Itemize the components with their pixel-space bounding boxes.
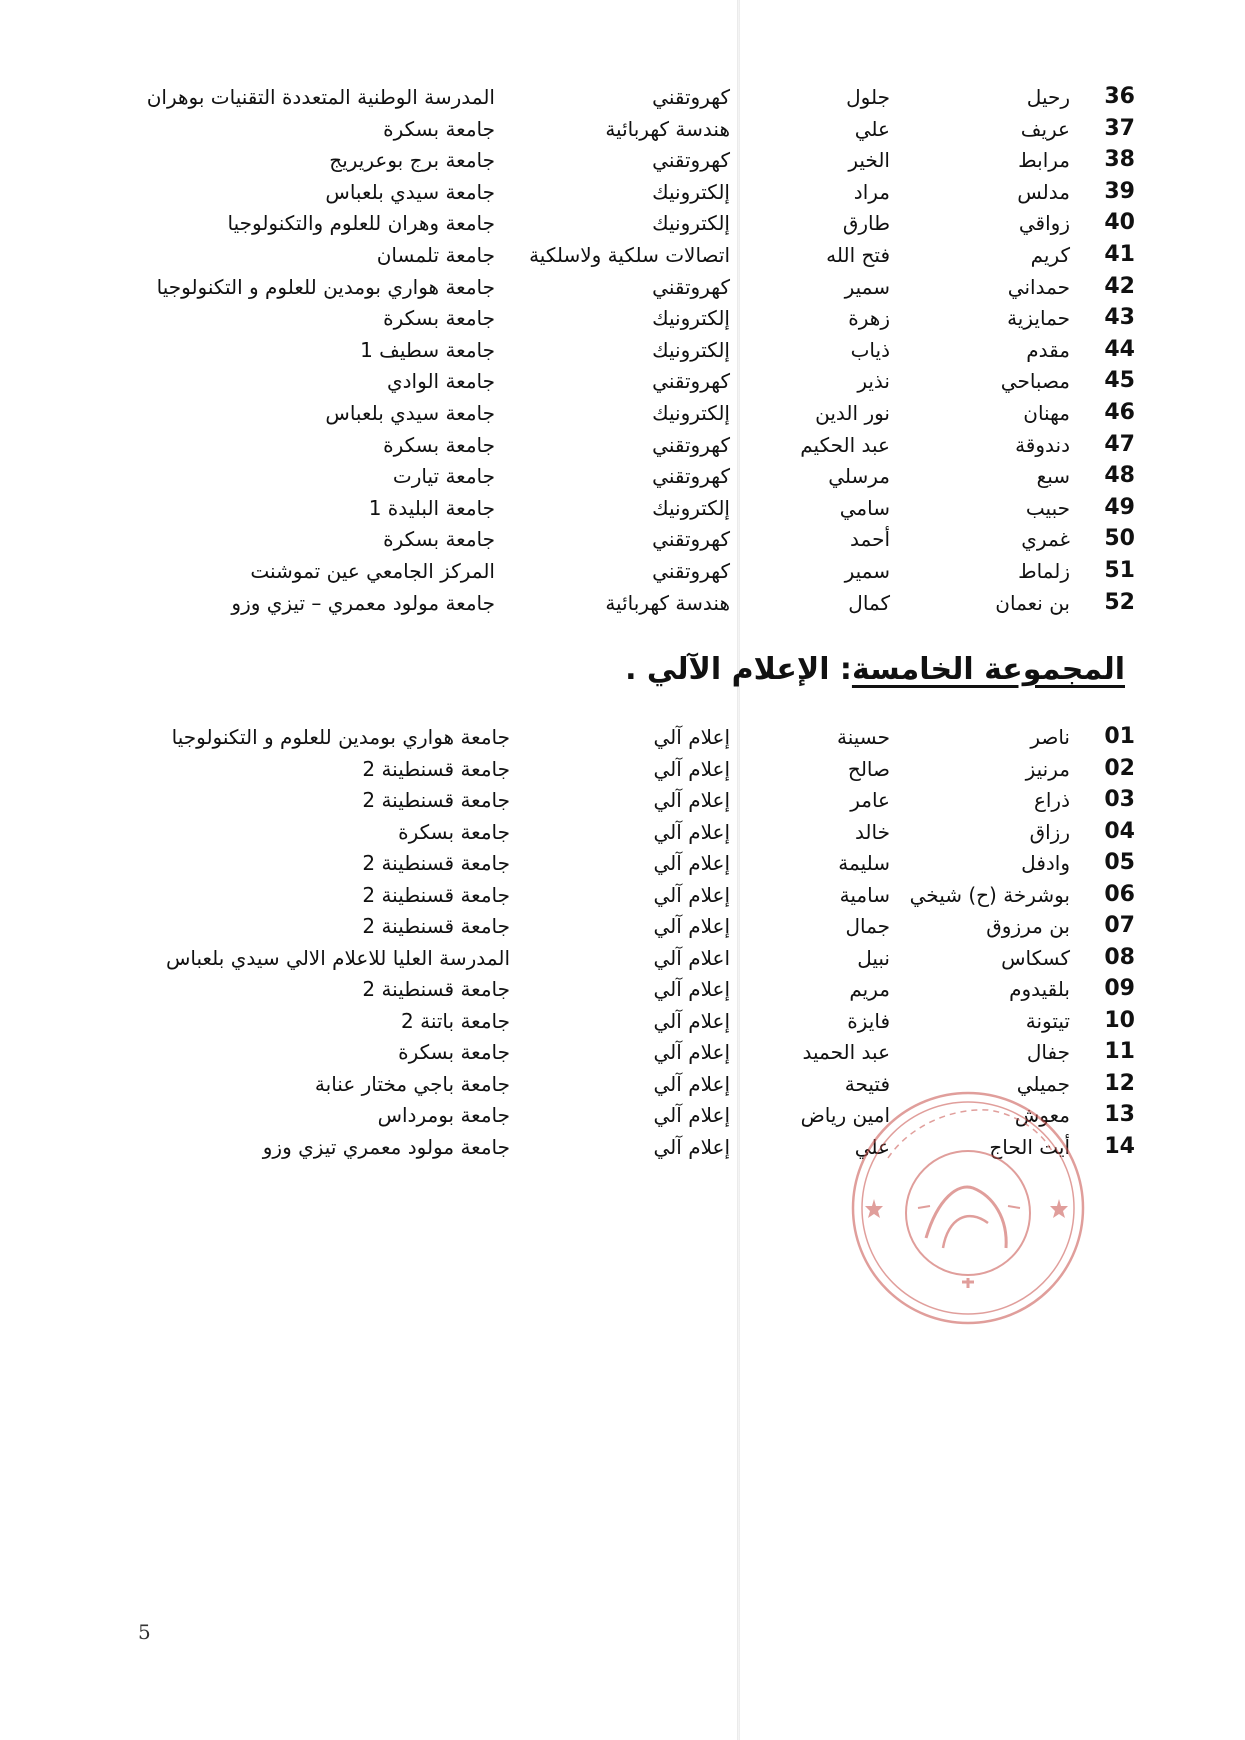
table-row: [0, 366, 1245, 397]
first-name: جلول: [846, 85, 890, 109]
last-name: كريم: [1030, 243, 1070, 267]
last-name: مرنيز: [1025, 756, 1070, 781]
specialty: هندسة كهربائية: [605, 116, 730, 141]
row-number: 01: [1104, 724, 1135, 749]
row-number: 42: [1104, 273, 1135, 299]
first-name: سمير: [844, 274, 890, 299]
first-name: سامي: [839, 495, 890, 520]
last-name: معوش: [1014, 1103, 1070, 1127]
first-name: فتيحة: [844, 1071, 890, 1096]
row-number: 12: [1104, 1070, 1135, 1096]
last-name: بن نعمان: [995, 590, 1070, 615]
specialty: كهروتقني: [652, 432, 730, 457]
first-name: امين رياض: [800, 1103, 890, 1127]
official-stamp-icon: [848, 1088, 1088, 1328]
first-name: مراد: [853, 179, 890, 204]
last-name: بن مرزوق: [986, 914, 1070, 938]
table-row: [0, 880, 1245, 911]
table-row: [0, 722, 1245, 753]
specialty: إعلام آلي: [653, 819, 730, 844]
row-number: 06: [1104, 881, 1135, 907]
specialty: إعلام آلي: [653, 756, 730, 781]
last-name: زلماط: [1018, 559, 1070, 583]
institution: جامعة باتنة 2: [401, 1008, 510, 1033]
row-number: 47: [1104, 431, 1135, 457]
last-name: غمري: [1021, 527, 1070, 552]
institution: جامعة قسنطينة 2: [362, 914, 510, 938]
specialty: إعلام آلي: [653, 851, 730, 875]
specialty: إعلام آلي: [653, 1103, 730, 1127]
specialty: إلكترونيك: [652, 179, 730, 204]
specialty: إعلام آلي: [653, 1071, 730, 1096]
row-number: 41: [1104, 242, 1135, 267]
row-number: 11: [1104, 1039, 1135, 1064]
first-name: أحمد: [850, 527, 890, 552]
institution: جامعة قسنطينة 2: [362, 851, 510, 875]
last-name: حمايزية: [1007, 306, 1070, 331]
page-number: 5: [138, 1620, 151, 1644]
table-row: [0, 974, 1245, 1005]
last-name: حبيب: [1025, 495, 1070, 520]
group2-heading-rest: : الإعلام الآلي .: [625, 652, 852, 687]
table-row: [0, 272, 1245, 303]
specialty: هندسة كهربائية: [605, 590, 730, 615]
first-name: كمال: [848, 590, 890, 615]
table-row: [0, 556, 1245, 587]
row-number: 36: [1104, 84, 1135, 109]
first-name: سمير: [844, 559, 890, 583]
table-row: [0, 461, 1245, 492]
institution: جامعة الوادي: [387, 369, 495, 394]
table-row: [0, 398, 1245, 429]
institution: جامعة مولود معمري تيزي وزو: [262, 1134, 510, 1159]
row-number: 49: [1104, 494, 1135, 520]
table-row: [0, 943, 1245, 974]
table-row: [0, 208, 1245, 239]
institution: جامعة بسكرة: [398, 1040, 510, 1064]
institution: جامعة تلمسان: [376, 243, 495, 267]
last-name: وادفل: [1021, 851, 1070, 875]
first-name: حسينة: [837, 725, 890, 749]
institution: جامعة تيارت: [392, 464, 495, 489]
table-row: [0, 303, 1245, 334]
specialty: إعلام آلي: [653, 788, 730, 812]
institution: جامعة مولود معمري – تيزي وزو: [231, 590, 495, 615]
last-name: رزاق: [1029, 819, 1070, 844]
group2-heading: [625, 652, 1125, 687]
first-name: فتح الله: [826, 243, 890, 267]
specialty: كهروتقني: [652, 85, 730, 109]
table-row: [0, 430, 1245, 461]
table-row: [0, 754, 1245, 785]
row-number: 04: [1104, 818, 1135, 844]
first-name: نبيل: [857, 945, 890, 970]
specialty: كهروتقني: [652, 274, 730, 299]
first-name: سامية: [839, 882, 890, 907]
institution: جامعة بسكرة: [398, 819, 510, 844]
specialty: إلكترونيك: [652, 306, 730, 331]
first-name: مريم: [849, 977, 890, 1001]
first-name: مرسلي: [828, 464, 890, 489]
last-name: دندوقة: [1015, 432, 1070, 457]
specialty: إلكترونيك: [652, 337, 730, 362]
specialty: كهروتقني: [652, 559, 730, 583]
first-name: سليمة: [838, 851, 890, 875]
first-name: صالح: [847, 756, 890, 781]
institution: جامعة بسكرة: [383, 432, 495, 457]
table-row: [0, 785, 1245, 816]
last-name: تيتونة: [1025, 1008, 1070, 1033]
row-number: 44: [1104, 336, 1135, 362]
table-row: [0, 335, 1245, 366]
row-number: 09: [1104, 976, 1135, 1001]
first-name: ذياب: [850, 337, 890, 362]
specialty: إعلام آلي: [653, 977, 730, 1001]
first-name: عامر: [850, 788, 890, 812]
institution: جامعة بسكرة: [383, 527, 495, 552]
specialty: كهروتقني: [652, 527, 730, 552]
row-number: 46: [1104, 400, 1135, 425]
last-name: زواقي: [1018, 211, 1070, 236]
institution: جامعة هواري بومدين للعلوم و التكنولوجيا: [171, 725, 510, 749]
row-number: 03: [1104, 787, 1135, 812]
specialty: اعلام آلي: [653, 945, 730, 970]
institution: جامعة سطيف 1: [360, 337, 495, 362]
row-number: 14: [1104, 1133, 1135, 1159]
specialty: إعلام آلي: [653, 1134, 730, 1159]
table-row: [0, 114, 1245, 145]
row-number: 10: [1104, 1007, 1135, 1033]
institution: جامعة سيدي بلعباس: [325, 179, 495, 204]
row-number: 08: [1104, 944, 1135, 970]
table-row: [0, 524, 1245, 555]
institution: جامعة قسنطينة 2: [362, 756, 510, 781]
last-name: حمداني: [1007, 274, 1070, 299]
first-name: جمال: [845, 914, 890, 938]
row-number: 45: [1104, 368, 1135, 394]
row-number: 05: [1104, 850, 1135, 875]
institution: جامعة باجي مختار عنابة: [314, 1071, 510, 1096]
row-number: 40: [1104, 210, 1135, 236]
institution: جامعة قسنطينة 2: [362, 882, 510, 907]
row-number: 07: [1104, 913, 1135, 938]
row-number: 43: [1104, 305, 1135, 331]
institution: المدرسة العليا للاعلام الالي سيدي بلعباس: [165, 945, 510, 970]
institution: جامعة هواري بومدين للعلوم و التكنولوجيا: [156, 274, 495, 299]
row-number: 13: [1104, 1102, 1135, 1127]
row-number: 02: [1104, 755, 1135, 781]
table-row: [0, 1006, 1245, 1037]
institution: جامعة البليدة 1: [368, 495, 495, 520]
last-name: عريف: [1020, 116, 1070, 141]
last-name: مصباحي: [1000, 369, 1070, 394]
table-row: [0, 588, 1245, 619]
institution: المركز الجامعي عين تموشنت: [250, 559, 495, 583]
last-name: مدلس: [1017, 179, 1070, 204]
table-row: [0, 240, 1245, 271]
first-name: زهرة: [848, 306, 890, 331]
institution: المدرسة الوطنية المتعددة التقنيات بوهران: [146, 85, 495, 109]
specialty: إعلام آلي: [653, 725, 730, 749]
last-name: بوشرخة (ح) شيخي: [909, 882, 1070, 907]
first-name: طارق: [842, 211, 890, 236]
specialty: إلكترونيك: [652, 401, 730, 425]
table-row: [0, 848, 1245, 879]
institution: جامعة بسكرة: [383, 306, 495, 331]
row-number: 52: [1104, 589, 1135, 615]
group2-heading-label: المجموعة الخامسة: [851, 652, 1125, 687]
specialty: إعلام آلي: [653, 882, 730, 907]
specialty: اتصالات سلكية ولاسلكية: [529, 243, 730, 267]
last-name: ذراع: [1033, 788, 1070, 812]
institution: جامعة قسنطينة 2: [362, 977, 510, 1001]
last-name: أيت الحاج: [989, 1134, 1070, 1159]
first-name: الخير: [848, 148, 890, 173]
last-name: مقدم: [1026, 337, 1070, 362]
institution: جامعة سيدي بلعباس: [325, 401, 495, 425]
specialty: كهروتقني: [652, 464, 730, 489]
first-name: فايزة: [847, 1008, 890, 1033]
last-name: سبع: [1036, 464, 1070, 489]
specialty: إعلام آلي: [653, 1008, 730, 1033]
specialty: كهروتقني: [652, 148, 730, 173]
first-name: عبد الحميد: [802, 1040, 890, 1064]
row-number: 50: [1104, 526, 1135, 552]
last-name: مرابط: [1018, 148, 1070, 173]
last-name: بلقيدوم: [1009, 977, 1070, 1001]
table-row: [0, 177, 1245, 208]
first-name: نور الدين: [815, 401, 890, 425]
row-number: 38: [1104, 147, 1135, 173]
table-row: [0, 145, 1245, 176]
table-row: [0, 493, 1245, 524]
first-name: خالد: [854, 819, 890, 844]
specialty: إعلام آلي: [653, 914, 730, 938]
table-row: [0, 82, 1245, 113]
first-name: نذير: [857, 369, 890, 394]
first-name: علي: [854, 1134, 890, 1159]
first-name: علي: [854, 116, 890, 141]
last-name: جفال: [1026, 1040, 1070, 1064]
institution: جامعة برج بوعريريج: [329, 148, 495, 173]
last-name: رحيل: [1026, 85, 1070, 109]
row-number: 48: [1104, 463, 1135, 489]
specialty: إلكترونيك: [652, 495, 730, 520]
last-name: مهنان: [1023, 401, 1070, 425]
row-number: 39: [1104, 178, 1135, 204]
institution: جامعة وهران للعلوم والتكنولوجيا: [227, 211, 495, 236]
table-row: [0, 817, 1245, 848]
last-name: كسكاس: [1001, 945, 1070, 970]
row-number: 37: [1104, 115, 1135, 141]
institution: جامعة بسكرة: [383, 116, 495, 141]
specialty: إلكترونيك: [652, 211, 730, 236]
table-row: [0, 1037, 1245, 1068]
institution: جامعة بومرداس: [377, 1103, 510, 1127]
specialty: إعلام آلي: [653, 1040, 730, 1064]
row-number: 51: [1104, 558, 1135, 583]
first-name: عبد الحكيم: [800, 432, 890, 457]
table-row: [0, 911, 1245, 942]
specialty: كهروتقني: [652, 369, 730, 394]
last-name: ناصر: [1030, 725, 1070, 749]
last-name: جميلي: [1016, 1071, 1070, 1096]
institution: جامعة قسنطينة 2: [362, 788, 510, 812]
